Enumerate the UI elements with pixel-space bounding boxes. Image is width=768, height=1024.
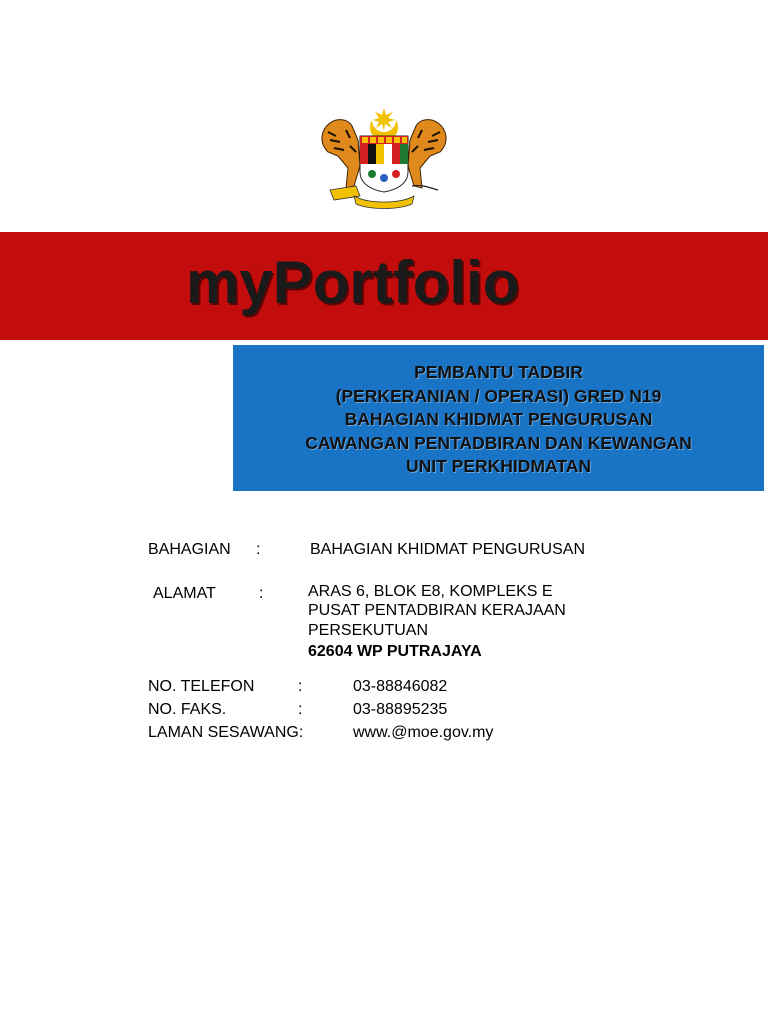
- banner-title: myPortfolio: [186, 249, 520, 316]
- laman-label: LAMAN SESAWANG:: [148, 724, 304, 741]
- position-line-3: BAHAGIAN KHIDMAT PENGURUSAN: [344, 409, 653, 429]
- telefon-value: 03-88846082: [353, 678, 448, 695]
- position-line-1: PEMBANTU TADBIR: [414, 362, 583, 382]
- alamat-line-1: ARAS 6, BLOK E8, KOMPLEKS E: [308, 583, 553, 600]
- faks-label: NO. FAKS.: [148, 701, 227, 718]
- alamat-line-2: PUSAT PENTADBIRAN KERAJAAN: [308, 602, 566, 619]
- position-line-4: CAWANGAN PENTADBIRAN DAN KEWANGAN: [305, 433, 692, 453]
- position-line-5: UNIT PERKHIDMATAN: [405, 456, 592, 476]
- telefon-label: NO. TELEFON: [148, 678, 255, 695]
- malaysia-coat-of-arms-icon: [316, 106, 452, 210]
- alamat-separator: :: [259, 585, 264, 602]
- laman-value: www.@moe.gov.my: [353, 724, 494, 741]
- alamat-label: ALAMAT: [153, 585, 216, 602]
- alamat-line-3: PERSEKUTUAN: [308, 622, 429, 639]
- faks-value: 03-88895235: [353, 701, 448, 718]
- faks-separator: :: [298, 701, 303, 718]
- position-line-2: (PERKERANIAN / OPERASI) GRED N19: [335, 386, 662, 406]
- bahagian-value: BAHAGIAN KHIDMAT PENGURUSAN: [310, 541, 586, 558]
- telefon-separator: :: [298, 678, 303, 695]
- bahagian-separator: :: [256, 541, 261, 558]
- bahagian-label: BAHAGIAN: [148, 541, 231, 558]
- alamat-postcode: 62604 WP PUTRAJAYA: [308, 643, 482, 660]
